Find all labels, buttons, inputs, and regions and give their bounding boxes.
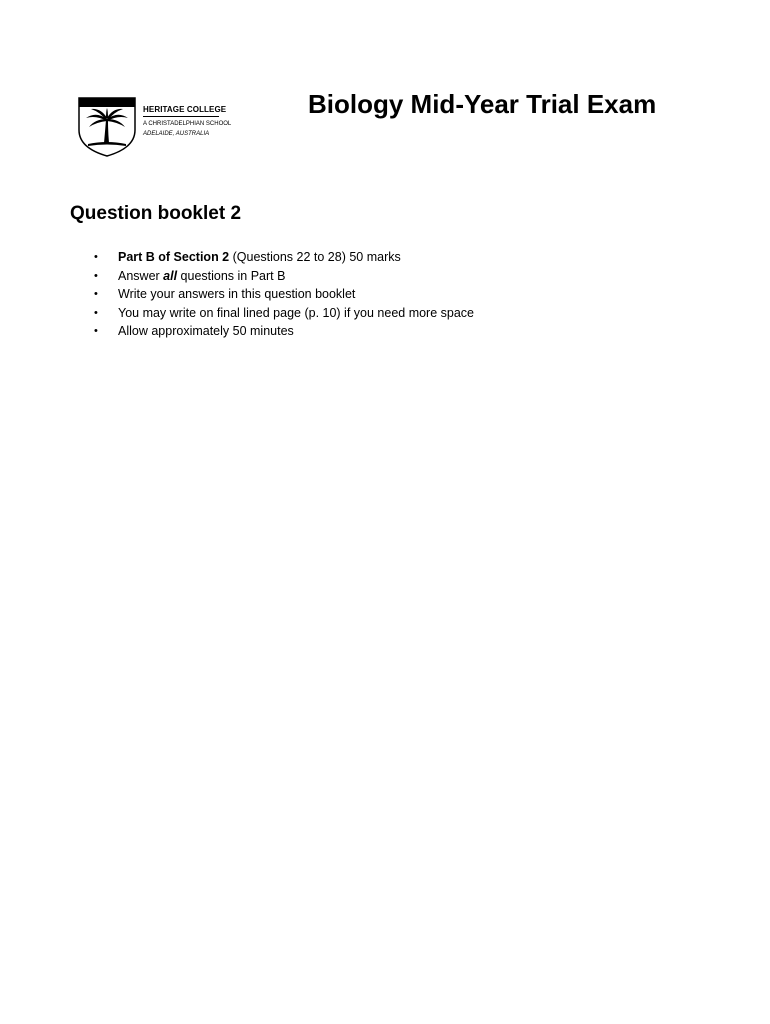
instruction-text: You may write on final lined page (p. 10) if you need more space: [118, 305, 474, 320]
exam-title: Biology Mid-Year Trial Exam: [308, 89, 657, 119]
instructions-list: [90, 248, 474, 341]
school-logo-text: [143, 104, 232, 139]
instruction-text: Answer: [118, 268, 164, 283]
instruction-text: questions in Part B: [177, 268, 286, 283]
instruction-item: [90, 267, 474, 286]
instruction-emphasis: all: [163, 268, 178, 283]
bullet-icon: •: [94, 251, 98, 263]
instruction-bold: Part B of Section 2: [118, 250, 230, 264]
bullet-icon: •: [94, 325, 98, 338]
instruction-text: (Questions 22 to 28) 50 marks: [229, 250, 401, 264]
instruction-item: [90, 322, 474, 341]
booklet-heading: Question booklet 2: [70, 203, 242, 224]
bullet-icon: •: [94, 269, 98, 282]
instruction-item: [90, 285, 474, 304]
school-name: HERITAGE COLLEGE: [143, 105, 227, 114]
school-subtitle: A CHRISTADELPHIAN SCHOOL: [143, 121, 232, 127]
palm-tree-crest-icon: [76, 96, 138, 158]
bullet-icon: •: [94, 288, 98, 301]
instruction-item: [90, 248, 474, 267]
instruction-text: Write your answers in this question booklet: [118, 287, 356, 302]
logo-divider: [143, 116, 219, 117]
school-location: ADELAIDE, AUSTRALIA: [143, 131, 210, 137]
instruction-text: Allow approximately 50 minutes: [118, 324, 294, 339]
bullet-icon: •: [94, 306, 98, 319]
school-logo: [76, 96, 232, 158]
instruction-item: [90, 304, 474, 323]
